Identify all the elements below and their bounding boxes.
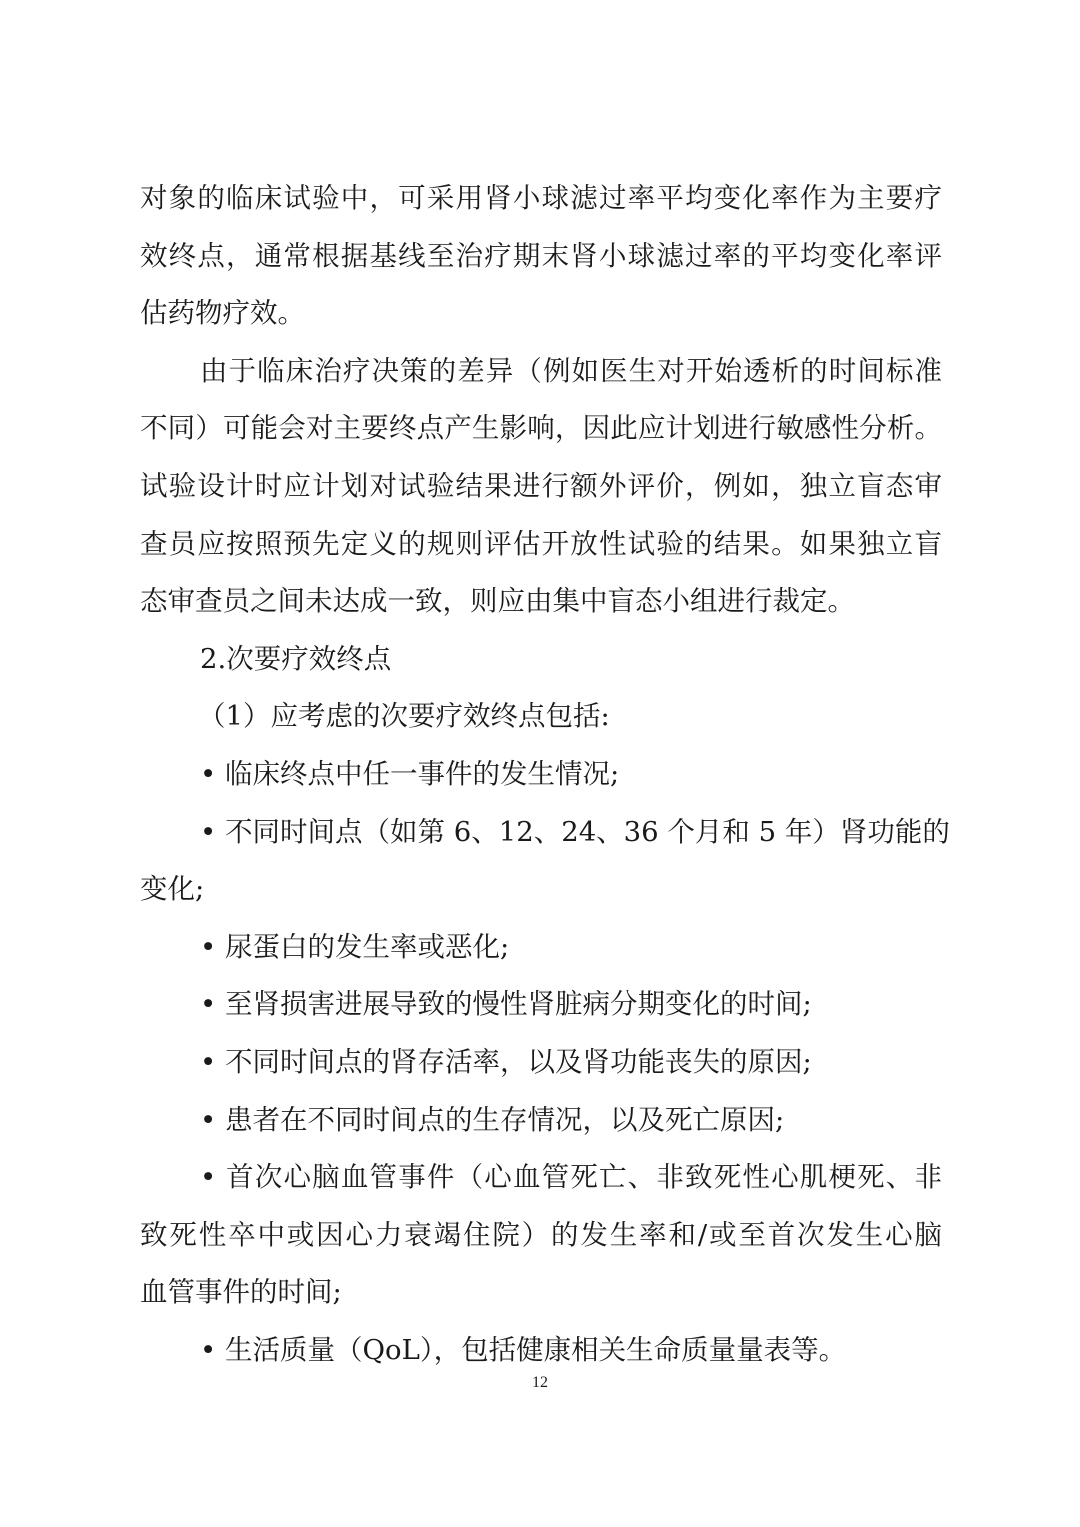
subsection-heading: （1）应考虑的次要疗效终点包括:	[198, 700, 610, 733]
paragraph-line: 估药物疗效。	[140, 297, 305, 330]
bullet-item-continuation: 血管事件的时间;	[140, 1276, 342, 1309]
bullet-item: • 不同时间点（如第 6、12、24、36 个月和 5 年）肾功能的	[200, 815, 950, 848]
bullet-item: • 不同时间点的肾存活率，以及肾功能丧失的原因;	[200, 1045, 812, 1078]
bullet-item-continuation: 致死性卒中或因心力衰竭住院）的发生率和/或至首次发生心脑	[140, 1218, 942, 1251]
bullet-item: • 首次心脑血管事件（心血管死亡、非致死性心肌梗死、非	[200, 1161, 942, 1194]
paragraph-line: 态审查员之间未达成一致，则应由集中盲态小组进行裁定。	[140, 585, 855, 618]
bullet-item: • 尿蛋白的发生率或恶化;	[200, 930, 510, 963]
page-number: 12	[532, 1374, 548, 1391]
paragraph-line: 试验设计时应计划对试验结果进行额外评价，例如，独立盲态审	[140, 469, 942, 502]
paragraph-line: 由于临床治疗决策的差异（例如医生对开始透析的时间标准	[200, 354, 942, 387]
bullet-item: • 至肾损害进展导致的慢性肾脏病分期变化的时间;	[200, 988, 812, 1021]
bullet-item: • 临床终点中任一事件的发生情况;	[200, 757, 620, 790]
paragraph-line: 对象的临床试验中，可采用肾小球滤过率平均变化率作为主要疗	[140, 182, 942, 214]
section-heading: 2.次要疗效终点	[200, 642, 392, 675]
paragraph-line: 效终点，通常根据基线至治疗期末肾小球滤过率的平均变化率评	[140, 239, 942, 272]
paragraph-line: 不同）可能会对主要终点产生影响，因此应计划进行敏感性分析。	[140, 412, 942, 445]
paragraph-line: 查员应按照预先定义的规则评估开放性试验的结果。如果独立盲	[140, 527, 942, 560]
bullet-item: • 患者在不同时间点的生存情况，以及死亡原因;	[200, 1103, 785, 1136]
bullet-item-continuation: 变化;	[140, 873, 205, 906]
document-body	[140, 170, 950, 1379]
bullet-item: • 生活质量（QoL），包括健康相关生命质量量表等。	[200, 1333, 847, 1366]
